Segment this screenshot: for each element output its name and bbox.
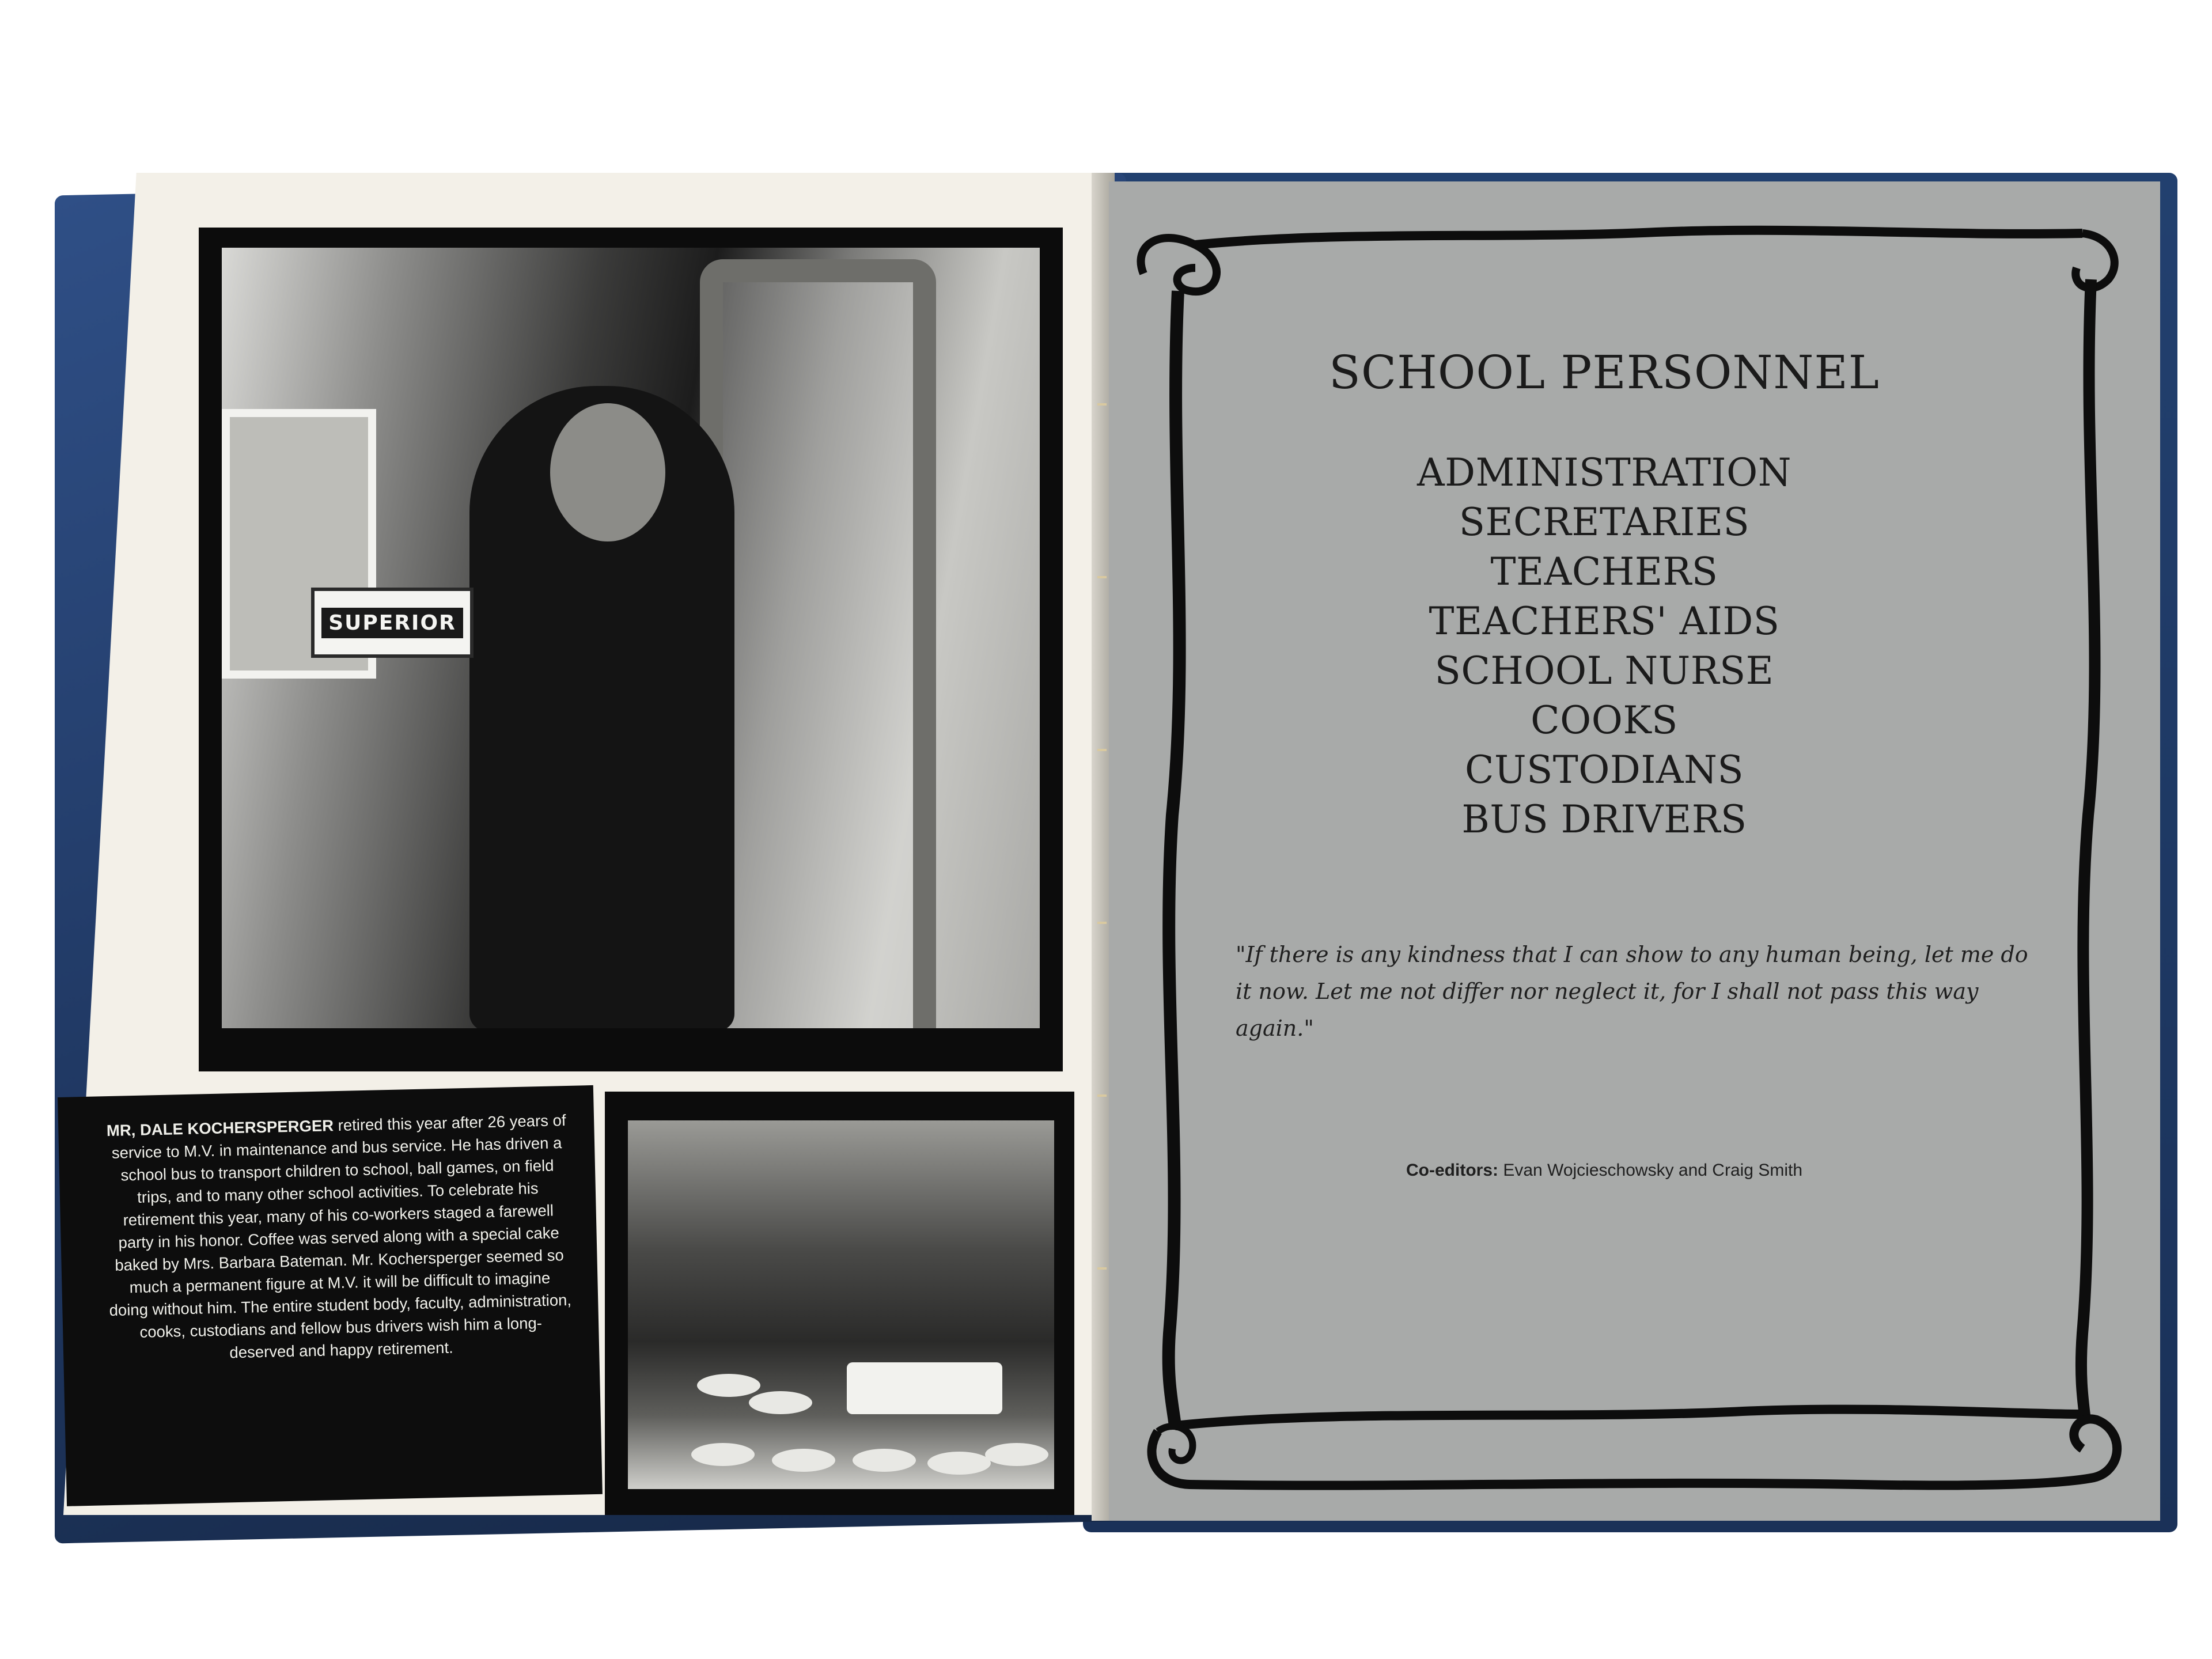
section-item: TEACHERS <box>1490 550 1718 594</box>
plate <box>927 1452 991 1475</box>
scroll-bottom-edge <box>1175 1410 2088 1426</box>
page-title: SCHOOL PERSONNEL <box>1329 346 1880 399</box>
quote-text: "If there is any kindness that I can show to any human being, let me do it now. Let me not differ nor neglect it, for I shall not pass this way again." <box>1236 942 2028 1041</box>
section-item: TEACHERS' AIDS <box>1429 599 1780 643</box>
bus-driver-photo <box>222 248 1040 1028</box>
binding-stitch <box>1097 922 1107 924</box>
section-item: SCHOOL NURSE <box>1434 649 1774 693</box>
scroll-bottom-left-curl <box>1158 1426 1192 1461</box>
right-page-content <box>1210 346 1999 844</box>
binding-stitch <box>1097 1267 1107 1270</box>
coeditors-label: Co-editors: <box>1406 1161 1498 1180</box>
coeditors-credit <box>1210 1161 1999 1180</box>
section-item: SECRETARIES <box>1459 500 1750 544</box>
farewell-party-photo <box>628 1120 1054 1489</box>
plate <box>749 1391 812 1414</box>
scroll-bottom-roll <box>1152 1419 2117 1485</box>
superior-sign-text: SUPERIOR <box>321 608 463 638</box>
binding-stitch <box>1097 576 1107 578</box>
scroll-right-edge <box>2081 279 2095 1420</box>
plate <box>772 1449 835 1472</box>
superior-sign <box>311 588 474 658</box>
bus-door <box>700 259 936 1028</box>
caption-text <box>104 1109 574 1366</box>
plate <box>853 1449 916 1472</box>
section-item: BUS DRIVERS <box>1461 797 1747 842</box>
cake <box>847 1362 1002 1414</box>
binding-stitch <box>1097 1094 1107 1097</box>
section-item: CUSTODIANS <box>1464 748 1744 792</box>
section-item: COOKS <box>1531 698 1678 743</box>
scroll-top-edge <box>1195 230 2082 245</box>
plate <box>691 1443 755 1466</box>
binding-stitch <box>1097 749 1107 751</box>
scroll-left-edge <box>1169 291 1180 1426</box>
coeditors-names: Evan Wojcieschowsky and Craig Smith <box>1503 1161 1802 1180</box>
caption-box <box>58 1085 603 1506</box>
plate <box>985 1443 1048 1466</box>
plate <box>697 1374 760 1397</box>
section-item: ADMINISTRATION <box>1417 450 1791 495</box>
caption-body: retired this year after 26 years of service to M.V. in maintenance and bus service. He has driven a school bus to transport children to school, ball games, on field trips, and to many other school activities. To celebrate his retirement this year, many of his co-workers staged a farewell party in his honor. Coffee was served along with a special cake baked by Mrs. Barbara Bateman. Mr. Kochersperger seemed so much a permanent figure at M.V. it will be difficult to imagine doing without him. The entire student body, faculty, administration, cooks, custodians and fellow bus drivers wish him a long-deserved and happy retirement. <box>109 1111 572 1362</box>
caption-name: MR, DALE KOCHERSPERGER <box>106 1116 334 1140</box>
binding-stitch <box>1097 403 1107 406</box>
bus-driver-head <box>550 403 665 541</box>
personnel-sections-list <box>1210 448 1999 844</box>
